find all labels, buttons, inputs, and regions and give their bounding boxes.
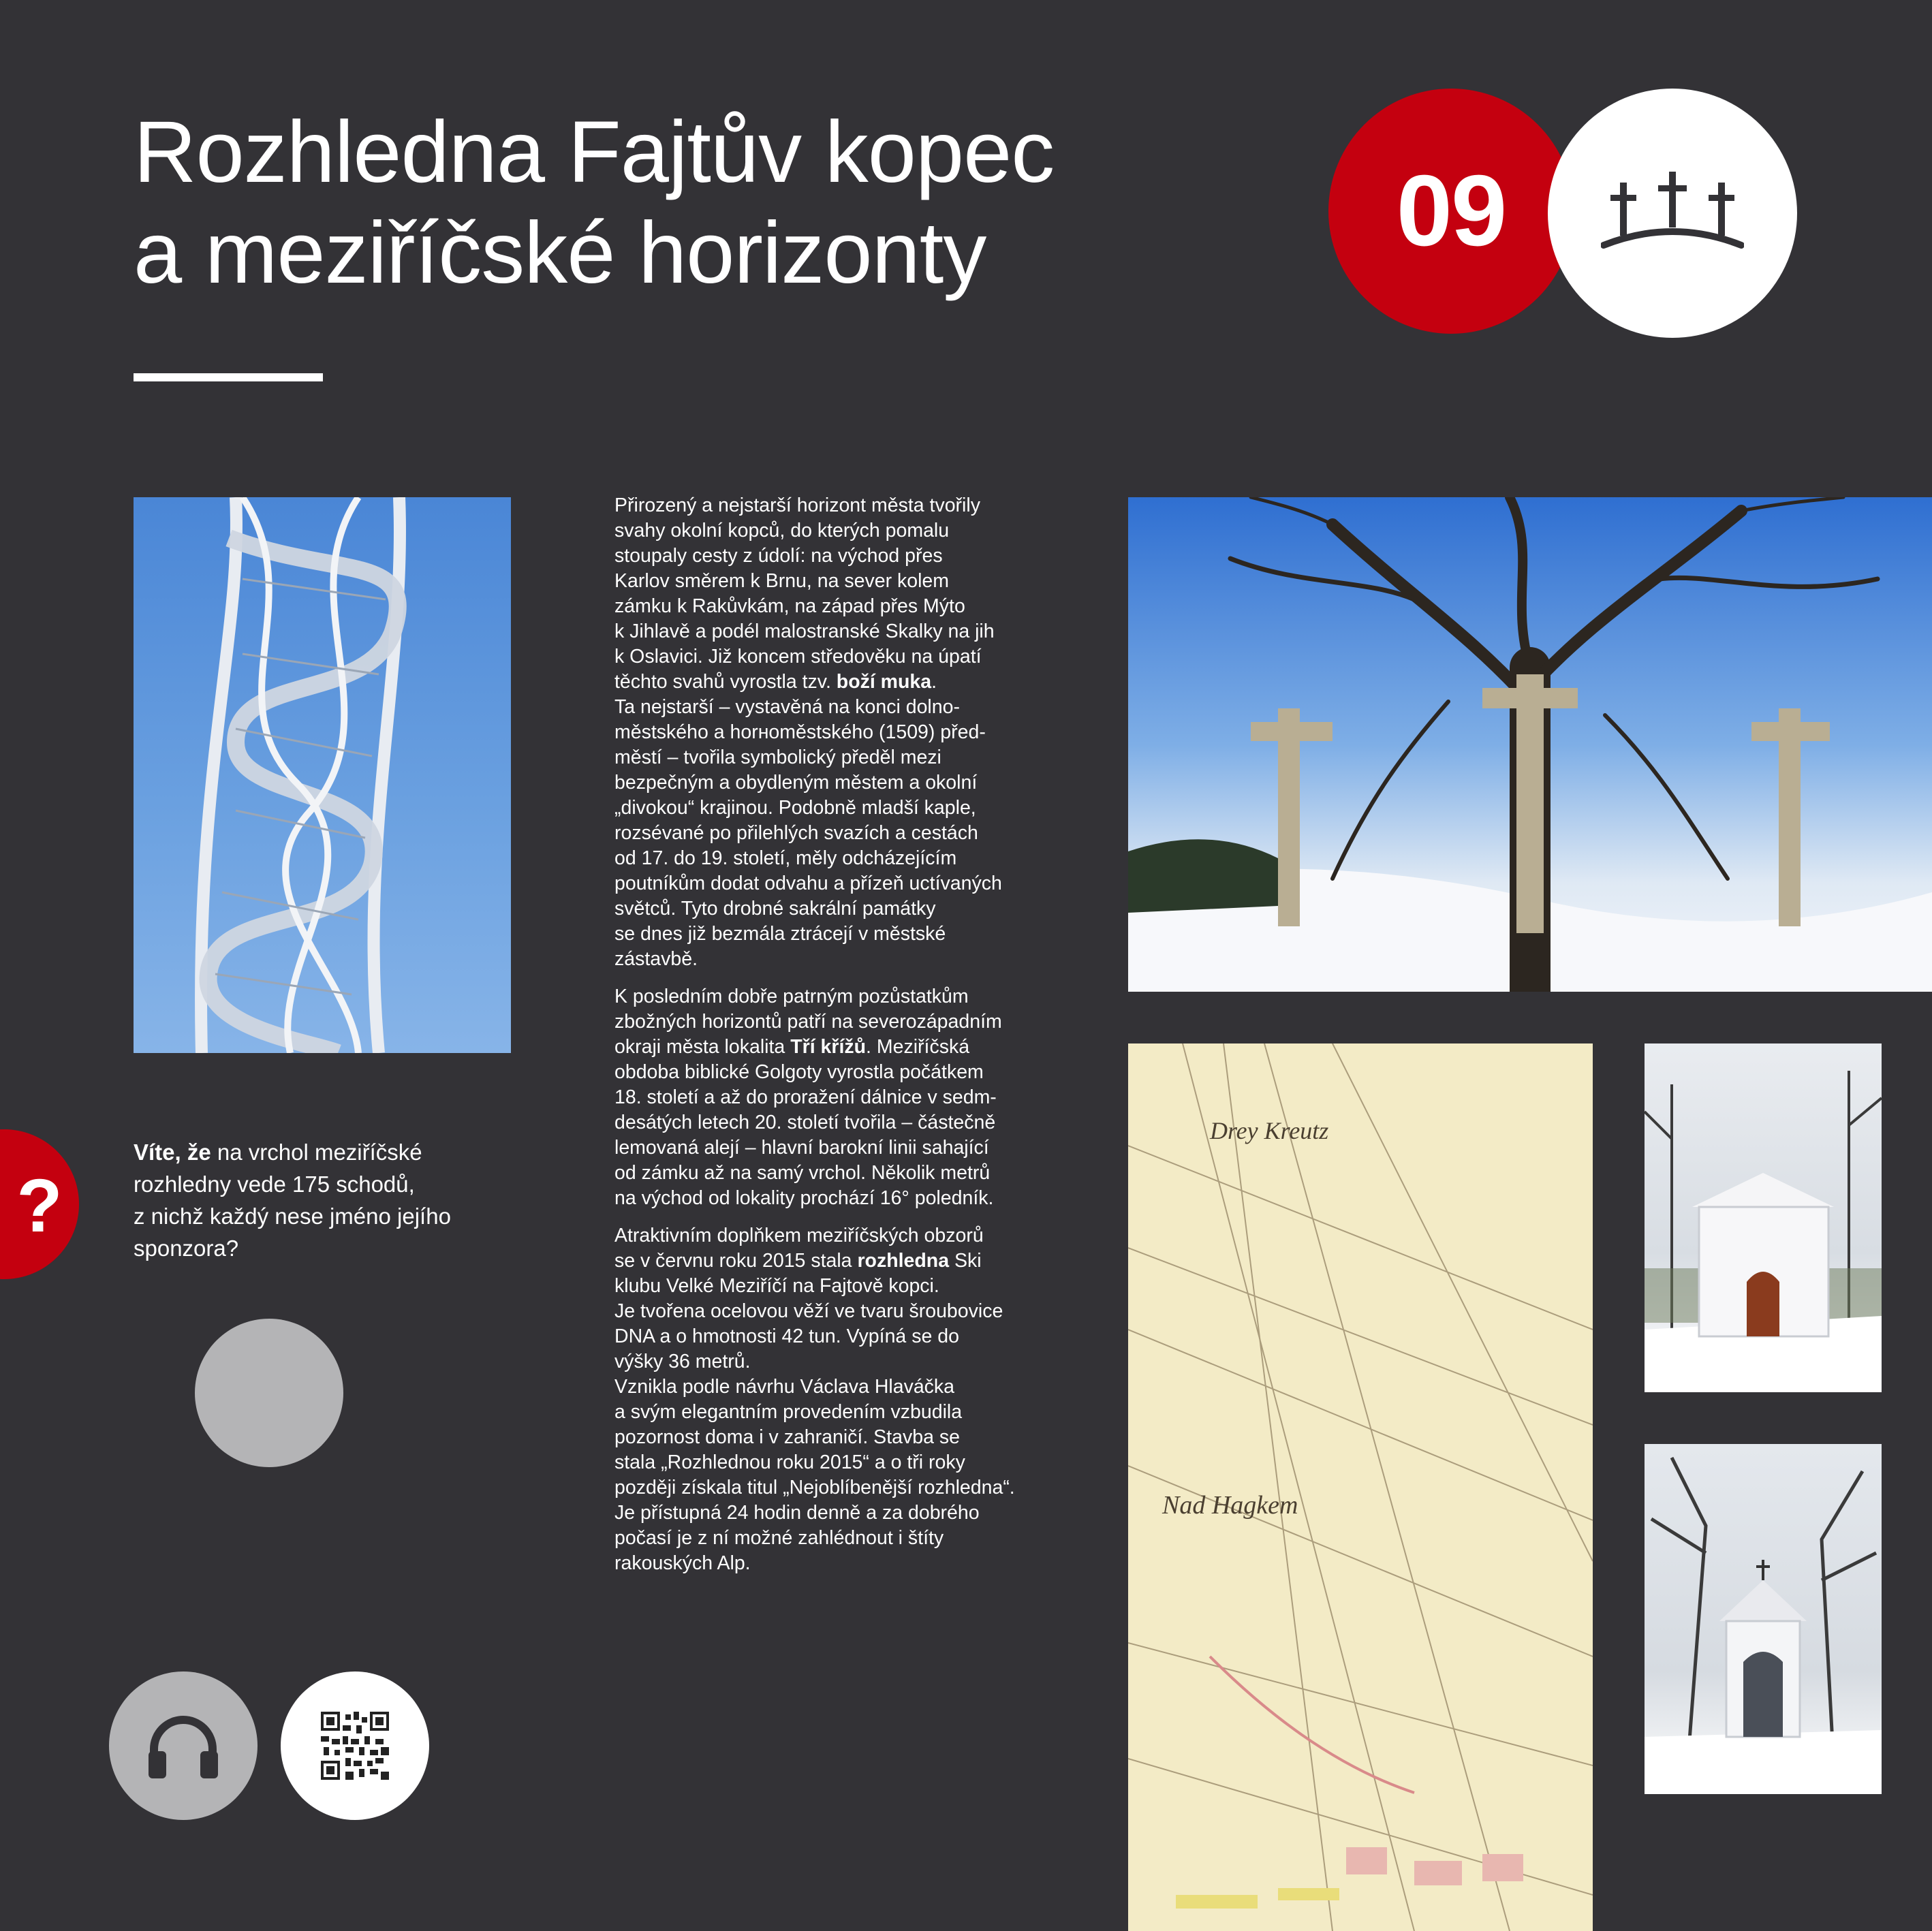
did-you-know-text: Víte, že na vrchol meziříčské rozhledny vede 175 schodů, z nichž každý nese jméno jejího sponzora? — [134, 1140, 451, 1261]
photo-chapel-white — [1645, 1043, 1882, 1392]
question-mark-icon: ? — [16, 1163, 63, 1248]
highlight-tri-krizu: Tří křížů — [790, 1036, 867, 1058]
highlight-rozhledna: rozhledna — [857, 1250, 950, 1272]
title-underline — [134, 373, 323, 381]
three-crosses-badge — [1548, 89, 1797, 338]
paragraph-observation-tower: Atraktivním doplňkem meziříčských obzorů se v červnu roku 2015 stala rozhledna Ski klubu Velké Meziříčí na Fajtově kopci. Je tvořena ocelovou věží ve tvaru šroubovice DNA a o hmotnosti 42 tun. Vypíná se do výšky 36 metrů. Vznikla podle návrhu Václava Hlaváčka a svým elegantním provedením vzbudila pozornost doma i v zahraničí. Stavba se stala „Rozhlednou roku 2015“ a o tři roky později získala titul „Nejoblíbenější rozhledna“. Je přístupná 24 hodin denně a za dobrého počasí je z ní možné zahlédnout i štíty rakouských Alp. — [614, 1225, 1015, 1574]
photo-three-crosses — [1128, 497, 1932, 992]
paragraph-three-crosses: K posledním dobře patrným pozůstatkům zbožných horizontů patří na severozápadním okraji města lokalita Tří křížů. Meziříčská obdoba biblické Golgoty vyrostla počátkem 18. století a až do proražení dálnice v sedm- desátých letech 20. století tvořila – částečně lemovaná alejí – hlavní barokní linii sahající od zámku až na samý vrchol. Několik metrů na východ od lokality prochází 16° poledník. — [614, 986, 1002, 1209]
paragraph-wayside-shrines: Přirozený a nejstarší horizont města tvořily svahy okolní kopců, do kterých pomalu stoupaly cesty z údolí: na východ přes Karlov směrem k Brnu, na sever kolem zámku k Rakůvkám, na západ přes Mýto k Jihlavě a podél malostranské Skalky na jih k Oslavici. Již koncem středověku na úpatí těchto svahů vyrostla tzv. boží muka. Ta nejstarší – vystavěná na konci dolno- městského a horноměstského (1509) před- městí – tvořila symbolický předěl mezi bezpečným a obydleným městem a okolní „divokou“ krajinou. Podobně mladší kaple, rozsévané po přilehlých svazích a cestách od 17. do 19. století, měly odcházejícím poutníkům dodat odvahu a přízeň uctívaných světců. Tyto drobné sakrální památky se dnes již bezmála ztrácejí v městské zástavbě. — [614, 494, 1002, 970]
did-you-know-lead: Víte, že — [134, 1140, 211, 1165]
qr-code-icon — [321, 1712, 389, 1780]
map-label-drey-kreutz: Drey Kreutz — [1210, 1117, 1329, 1144]
highlight-bozi-muka: boží muka — [836, 671, 932, 693]
photo-chapel-shrine — [1645, 1444, 1882, 1794]
three-crosses-on-hill-icon — [1601, 169, 1744, 257]
qr-code-button[interactable] — [281, 1671, 429, 1820]
map-label-nad-hagkem: Nad Hagkem — [1162, 1491, 1298, 1520]
photo-observation-tower — [134, 497, 511, 1053]
title-line-2: a meziříčské horizonty — [134, 204, 986, 302]
stop-number: 09 — [1396, 155, 1506, 267]
title-line-1: Rozhledna Fajtův kopec — [134, 104, 1055, 201]
page-title — [134, 102, 1292, 304]
stop-number-badge — [1328, 89, 1574, 334]
audio-guide-button[interactable] — [109, 1671, 258, 1820]
article-body — [614, 493, 1050, 1588]
decorative-grey-circle — [195, 1319, 343, 1467]
headphones-icon — [146, 1712, 221, 1780]
photo-historic-cadastral-map — [1128, 1043, 1593, 1931]
